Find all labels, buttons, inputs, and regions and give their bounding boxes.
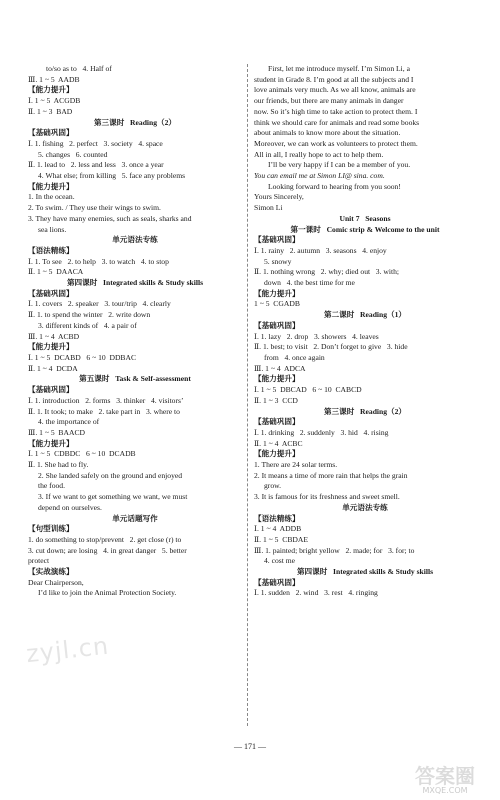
- right-line: 【能力提升】: [254, 449, 300, 459]
- watermark-right: [406, 760, 484, 796]
- right-line: 【基础巩固】: [254, 320, 300, 330]
- right-line: I’ll be very happy if I can be a member of you.: [268, 160, 411, 170]
- left-line: Ⅲ. 1 ~ 5 BAACD: [28, 427, 85, 437]
- left-line: Ⅱ. 1 ~ 3 BAD: [28, 106, 73, 116]
- right-line: from 4. once again: [264, 352, 325, 362]
- right-line: Ⅰ. 1. drinking 2. suddenly 3. hid 4. rising: [254, 427, 389, 437]
- right-line: 第二课时 Reading（1）: [323, 310, 407, 320]
- right-line: love animals very much. As we all know, animals are: [254, 85, 416, 95]
- left-line: sea lions.: [38, 224, 67, 234]
- left-line: 3. If we want to get something we want, we must: [38, 492, 188, 502]
- right-line: about animals to know more about the situation.: [254, 128, 401, 138]
- left-line: Ⅱ. 1. lead to 2. less and less 3. once a year: [28, 160, 164, 170]
- right-line: Ⅱ. 1 ~ 4 ACBC: [254, 438, 303, 448]
- column-divider: [247, 64, 248, 726]
- right-line: Moreover, we can work as volunteers to protect them.: [254, 138, 418, 148]
- right-line: Ⅰ. 1. rainy 2. autumn 3. seasons 4. enjoy: [254, 245, 387, 255]
- left-line: Ⅰ. 1. fishing 2. perfect 3. society 4. space: [28, 138, 163, 148]
- right-line: 1. There are 24 solar terms.: [254, 460, 338, 470]
- right-line: 【基础巩固】: [254, 577, 300, 587]
- right-line: 【语法精练】: [254, 513, 300, 523]
- left-line: 第四课时 Integrated skills & Study skills: [66, 278, 204, 288]
- right-line: Ⅱ. 1 ~ 5 CBDAE: [254, 534, 308, 544]
- right-line: Unit 7 Seasons: [339, 213, 391, 223]
- left-line: Ⅱ. 1. It took; to make 2. take part in 3. where to: [28, 406, 180, 416]
- right-line: 【能力提升】: [254, 374, 300, 384]
- right-line: think we should care for animals and read some books: [254, 117, 420, 127]
- left-line: Ⅰ. 1 ~ 5 ACGDB: [28, 96, 81, 106]
- right-line: 3. It is famous for its freshness and sweet smell.: [254, 492, 400, 502]
- right-line: now. So it’s high time to take action to protect them. I: [254, 106, 418, 116]
- left-line: 2. She landed safely on the ground and enjoyed: [38, 470, 183, 480]
- right-line: grow.: [264, 481, 282, 491]
- right-line: student in Grade 8. I’m good at all the subjects and I: [254, 74, 414, 84]
- left-line: 4. What else; from killing 5. face any problems: [38, 171, 186, 181]
- left-line: 3. cut down; are losing 4. in great danger 5. better: [28, 545, 187, 555]
- right-line: 第一课时 Comic strip & Welcome to the unit: [290, 224, 440, 234]
- left-line: Ⅰ. 1. introduction 2. forms 3. thinker 4. visitors’: [28, 395, 184, 405]
- left-line: 第五课时 Task & Self-assessment: [79, 374, 191, 384]
- right-line: 【基础巩固】: [254, 417, 300, 427]
- left-line: Ⅱ. 1. to spend the winter 2. write down: [28, 310, 151, 320]
- left-line: 【实战演练】: [28, 567, 74, 577]
- left-line: 4. the importance of: [38, 417, 100, 427]
- left-line: Ⅱ. 1 ~ 5 DAACA: [28, 267, 84, 277]
- left-line: 2. To swim. / They use their wings to swim.: [28, 203, 161, 213]
- right-line: 5. snowy: [264, 256, 292, 266]
- right-line: Ⅰ. 1 ~ 5 DBCAD 6 ~ 10 CABCD: [254, 385, 362, 395]
- left-line: 【能力提升】: [28, 181, 74, 191]
- right-line: 第四课时 Integrated skills & Study skills: [296, 567, 434, 577]
- right-line: 第三课时 Reading（2）: [323, 406, 407, 416]
- right-line: 【基础巩固】: [254, 235, 300, 245]
- left-line: Ⅰ. 1. covers 2. speaker 3. tour/trip 4. clearly: [28, 299, 171, 309]
- left-line: 【能力提升】: [28, 342, 74, 352]
- left-line: I’d like to join the Animal Protection Society.: [38, 588, 177, 598]
- left-line: 【句型训练】: [28, 524, 74, 534]
- left-line: 【基础巩固】: [28, 385, 74, 395]
- right-line: Ⅱ. 1 ~ 3 CCD: [254, 395, 298, 405]
- left-line: 单元语法专练: [112, 235, 158, 245]
- left-line: Ⅰ. 1 ~ 5 DCABD 6 ~ 10 DDBAC: [28, 352, 137, 362]
- left-line: Ⅲ. 1 ~ 5 AADB: [28, 74, 80, 84]
- left-line: 单元话题写作: [112, 513, 158, 523]
- left-line: Ⅰ. 1. To see 2. to help 3. to watch 4. to stop: [28, 256, 169, 266]
- right-line: All in all, I really hope to act to help them.: [254, 149, 384, 159]
- right-line: You can email me at Simon LI@ sina. com.: [254, 171, 385, 181]
- right-line: First, let me introduce myself. I’m Simon Li, a: [268, 64, 410, 73]
- right-line: 【能力提升】: [254, 288, 300, 298]
- right-line: 单元语法专练: [342, 502, 388, 512]
- right-line: Ⅰ. 1. lazy 2. drop 3. showers 4. leaves: [254, 331, 379, 341]
- left-line: 3. different kinds of 4. a pair of: [38, 320, 137, 330]
- left-line: Ⅱ. 1 ~ 4 DCDA: [28, 363, 78, 373]
- left-line: Ⅰ. 1 ~ 5 CDBDC 6 ~ 10 DCADB: [28, 449, 136, 459]
- left-line: 【基础巩固】: [28, 128, 74, 138]
- left-line: 第三课时 Reading（2）: [93, 117, 177, 127]
- right-line: Ⅰ. 1 ~ 4 ADDB: [254, 524, 302, 534]
- left-line: Dear Chairperson,: [28, 577, 84, 587]
- right-line: our friends, but there are many animals in danger: [254, 96, 404, 106]
- left-line: Ⅱ. 1. She had to fly.: [28, 460, 89, 470]
- right-line: Ⅲ. 1 ~ 4 ADCA: [254, 363, 306, 373]
- page-number: — 171 —: [234, 742, 266, 751]
- watermark-right-url: MXQE.COM: [422, 786, 468, 795]
- left-line: protect: [28, 556, 50, 566]
- right-line: Ⅲ. 1. painted; bright yellow 2. made; for 3. for; to: [254, 545, 415, 555]
- left-line: 【基础巩固】: [28, 288, 74, 298]
- right-line: Yours Sincerely,: [254, 192, 304, 202]
- watermark-right-mark: 答案圈: [415, 764, 475, 788]
- right-line: Ⅱ. 1. best; to visit 2. Don’t forget to give 3. hide: [254, 342, 408, 352]
- right-line: Ⅰ. 1. sudden 2. wind 3. rest 4. ringing: [254, 588, 378, 598]
- right-line: 2. It means a time of more rain that helps the grain: [254, 470, 408, 480]
- left-column: [28, 64, 242, 599]
- right-line: down 4. the best time for me: [264, 278, 355, 288]
- left-line: 1. In the ocean.: [28, 192, 75, 202]
- left-line: 1. do something to stop/prevent 2. get close (r) to: [28, 534, 182, 544]
- left-line: 3. They have many enemies, such as seals, sharks and: [28, 213, 192, 223]
- left-line: 【能力提升】: [28, 438, 74, 448]
- left-line: 【语法精练】: [28, 245, 74, 255]
- right-line: Ⅱ. 1. nothing wrong 2. why; died out 3. with;: [254, 267, 400, 277]
- right-line: Looking forward to hearing from you soon!: [268, 181, 401, 191]
- left-line: 5. changes 6. counted: [38, 149, 108, 159]
- right-line: Simon Li: [254, 203, 283, 213]
- right-line: 4. cost me: [264, 556, 296, 566]
- left-line: 【能力提升】: [28, 85, 74, 95]
- left-line: depend on ourselves.: [38, 502, 102, 512]
- watermark-left: zyjl.cn: [24, 631, 111, 669]
- left-line: to/so as to 4. Half of: [46, 64, 112, 73]
- right-line: 1 ~ 5 CGADB: [254, 299, 300, 309]
- right-column: [254, 64, 476, 599]
- left-line: Ⅲ. 1 ~ 4 ACBD: [28, 331, 80, 341]
- left-line: the food.: [38, 481, 65, 491]
